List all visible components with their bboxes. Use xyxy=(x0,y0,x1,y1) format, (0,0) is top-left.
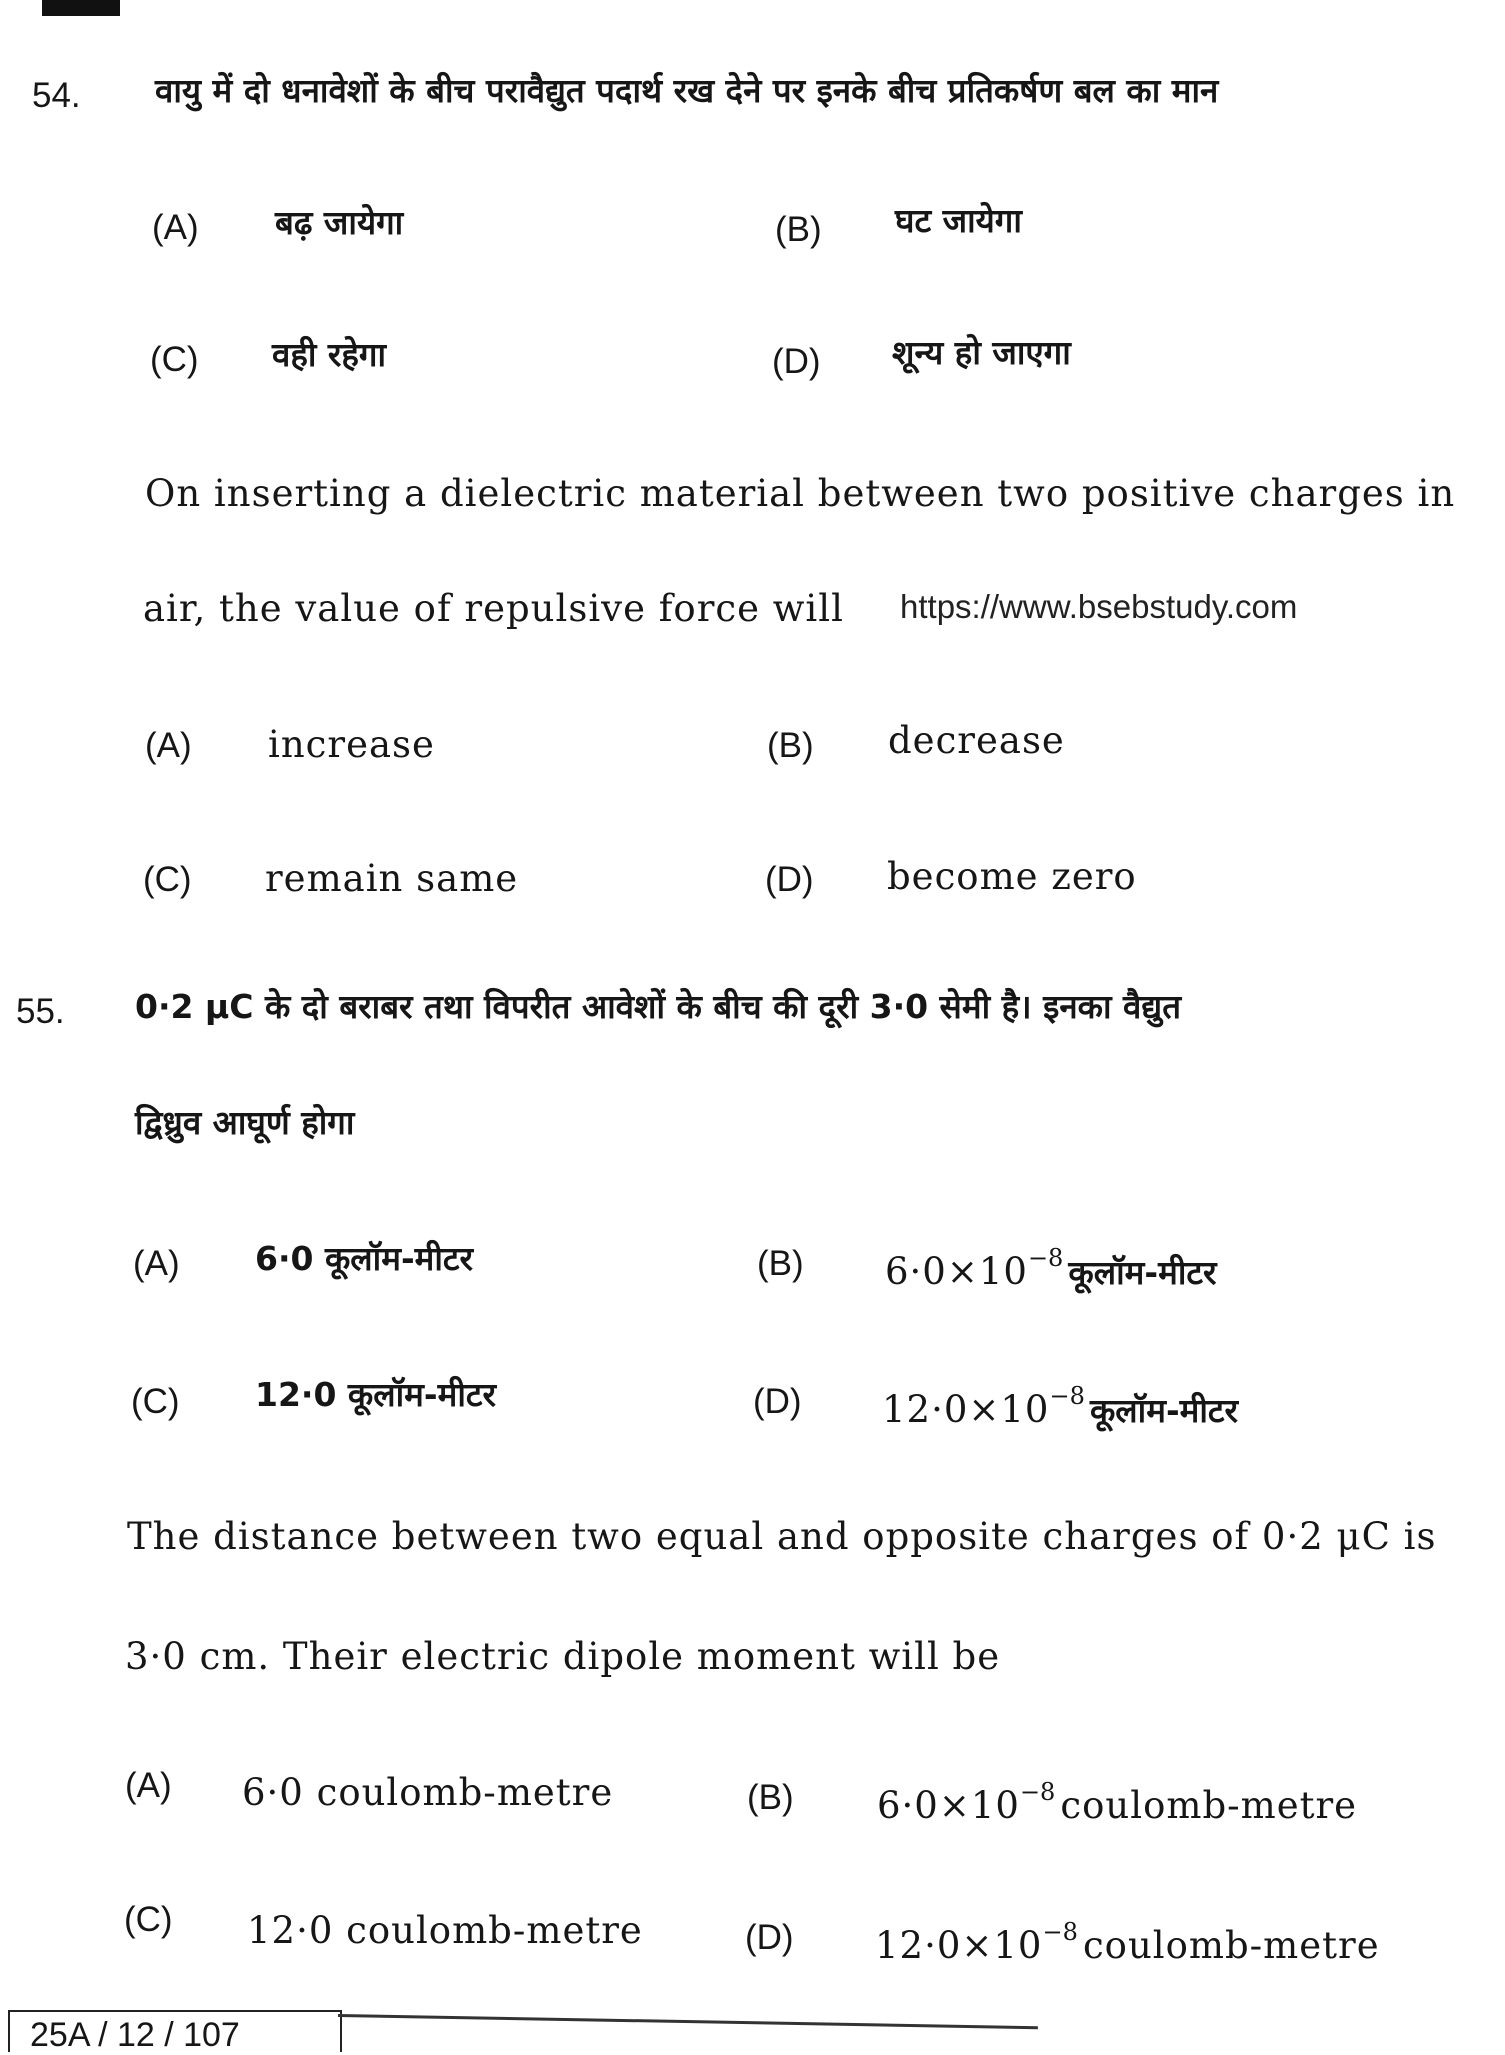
option-text xyxy=(877,1778,1358,1827)
option-base: 6·0×10 xyxy=(885,1250,1028,1293)
footer-rule xyxy=(338,2014,1038,2029)
option-label: (B) xyxy=(747,1778,794,1817)
option-label: (D) xyxy=(772,342,821,381)
option-label: (D) xyxy=(765,860,814,899)
english-question-line1: The distance between two equal and opposite charges of 0·2 μC is xyxy=(127,1515,1437,1558)
option-text xyxy=(875,1918,1380,1967)
question-number: 55. xyxy=(16,992,65,1031)
hindi-question-line1: 0·2 μC के दो बराबर तथा विपरीत आवेशों के बीच की दूरी 3·0 सेमी है। इनका वैद्युत xyxy=(135,987,1182,1026)
option-label: (A) xyxy=(125,1766,172,1805)
option-base: 6·0×10 xyxy=(877,1784,1020,1827)
option-base: 12·0×10 xyxy=(882,1388,1050,1431)
option-label: (B) xyxy=(775,210,822,249)
option-unit: कूलॉम-मीटर xyxy=(1089,1391,1239,1430)
option-unit: coulomb-metre xyxy=(1060,1784,1358,1827)
option-exponent: −8 xyxy=(1042,1918,1078,1946)
option-label: (A) xyxy=(145,726,192,765)
option-label: (C) xyxy=(143,860,192,899)
option-exponent: −8 xyxy=(1019,1778,1056,1806)
option-text: remain same xyxy=(265,857,519,900)
option-label: (C) xyxy=(150,340,199,379)
hindi-question: वायु में दो धनावेशों के बीच परावैद्युत पदार्थ रख देने पर इनके बीच प्रतिकर्षण बल का मान xyxy=(155,71,1219,110)
option-unit: coulomb-metre xyxy=(1082,1924,1380,1967)
option-base: 12·0×10 xyxy=(875,1924,1043,1967)
option-label: (A) xyxy=(152,208,199,247)
page-code-box xyxy=(8,2010,342,2052)
question-number: 54. xyxy=(32,76,81,115)
option-text: 12·0 coulomb-metre xyxy=(247,1909,643,1952)
option-label: (C) xyxy=(131,1382,180,1421)
option-text: बढ़ जायेगा xyxy=(275,203,404,242)
option-text: वही रहेगा xyxy=(272,335,387,374)
option-exponent: −8 xyxy=(1027,1244,1064,1272)
option-exponent: −8 xyxy=(1049,1382,1085,1410)
english-question-line2: air, the value of repulsive force will xyxy=(143,587,844,630)
option-text: शून्य हो जाएगा xyxy=(892,333,1071,372)
hindi-question-line2: द्विध्रुव आघूर्ण होगा xyxy=(135,1103,355,1142)
option-text: घट जायेगा xyxy=(895,201,1022,240)
option-unit: कूलॉम-मीटर xyxy=(1068,1253,1217,1292)
option-text xyxy=(882,1382,1239,1431)
option-label: (A) xyxy=(133,1244,180,1283)
option-text: 6·0 coulomb-metre xyxy=(242,1771,614,1814)
page-code: 25A / 12 / 107 xyxy=(30,2016,240,2054)
option-label: (B) xyxy=(767,726,814,765)
option-label: (D) xyxy=(753,1382,802,1421)
option-text: increase xyxy=(268,723,435,766)
option-text: become zero xyxy=(887,855,1137,898)
english-question-line2: 3·0 cm. Their electric dipole moment will be xyxy=(125,1635,1001,1678)
option-text xyxy=(885,1244,1217,1293)
option-label: (B) xyxy=(757,1244,804,1283)
english-question-line1: On inserting a dielectric material between two positive charges in xyxy=(145,472,1456,515)
option-text: 12·0 कूलॉम-मीटर xyxy=(255,1375,497,1414)
watermark-url: https://www.bsebstudy.com xyxy=(900,588,1298,625)
page-marker xyxy=(42,0,120,16)
option-label: (D) xyxy=(745,1918,794,1957)
option-text: 6·0 कूलॉम-मीटर xyxy=(255,1239,474,1278)
option-text: decrease xyxy=(888,719,1065,762)
option-label: (C) xyxy=(124,1900,173,1939)
